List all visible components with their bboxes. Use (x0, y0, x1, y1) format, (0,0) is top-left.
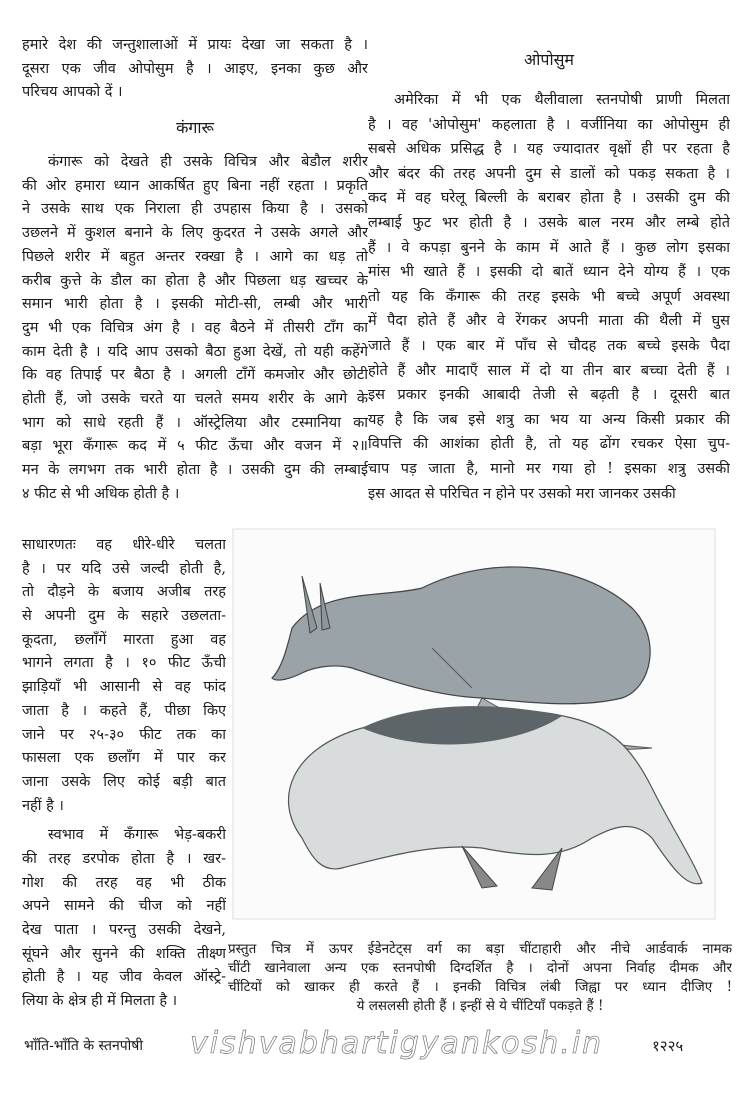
text-line: ४ फीट से भी अधिक होती है । (22, 485, 180, 502)
text-line: लम्बाई फुट भर होती है । उसके बाल नरम और लम्बे होते (368, 214, 730, 231)
text-line: मन के लगभग तक भारी होता है । उसकी दुम की लम्बाई (22, 462, 368, 478)
text-line: और बंदर की तरह अपनी दुम से डालों को पकड़ सकता है । (368, 165, 730, 182)
caption-line: चींटी खानेवाला अन्य एक स्तनपोषी दिग्दर्शित है । दोनों अपना निर्वाह दीमक और (228, 960, 732, 976)
text-line: सूंघने और सुनने की शक्ति तीक्ष्ण (22, 945, 226, 962)
text-line: होते हैं और मादाएँ साल में दो या तीन बार बच्चा देती हैं । (368, 362, 730, 379)
text-line: ने उसके साथ एक निराला ही उपहास किया है । उसको (22, 201, 368, 218)
text-line: पिछले शरीर में बहुत अन्तर रक्खा है । आगे का धड़ तो (22, 248, 368, 265)
text-line: मांस भी खाते हैं । इसकी दो बातें ध्यान देने योग्य हैं । एक (368, 264, 730, 281)
text-line: लिया के क्षेत्र ही में मिलता है । (22, 993, 178, 1010)
running-title: भाँति-भाँति के स्तनपोषी (24, 1038, 144, 1054)
text-line: तो यह कि कँगारू की तरह इसके भी बच्चे अपूर्ण अवस्था (368, 288, 730, 305)
text-line: इस आदत से परिचित न होने पर उसको मरा जानकर उसकी (368, 485, 676, 502)
text-line: की ओर हमारा ध्यान आकर्षित हुए बिना नहीं रहता । प्रकृति (22, 177, 368, 194)
text-line: भागने लगता है । १० फीट ऊँची (22, 655, 226, 672)
text-line: होती है । यह जीव केवल ऑस्ट्रे- (22, 969, 226, 986)
text-line: है । पर यदि उसे जल्दी होती है, (22, 560, 226, 577)
text-line: हैं । वे कपड़ा बुनने के काम में आते हैं । कुछ लोग इसका (368, 239, 730, 256)
text-line: हमारे देश की जन्तुशालाओं में प्रायः देखा जा सकता है । (22, 37, 368, 53)
watermark: vishvabhartigyankosh.in (190, 1026, 604, 1061)
text-line: स्वभाव में कँगारू भेड़-बकरी (48, 827, 226, 844)
text-line: विपत्ति की आशंका होती है, तो यह ढोंग रचकर ऐसा चुप- (368, 436, 730, 453)
left-column-top (22, 34, 368, 506)
text-line: की तरह डरपोक होता है । खर- (22, 850, 226, 867)
text-line: समान भारी होता है । इसकी मोटी-सी, लम्बी और भारी (22, 296, 368, 313)
text-line: देख पाता । परन्तु उसकी देखने, (22, 922, 226, 938)
text-line: कंगारू को देखते ही उसके विचित्र और बेडौल शरीर (48, 154, 368, 171)
left-column-bottom (22, 534, 226, 1014)
text-line: उछलने में कुशल बनाने के लिए कुदरत ने उसके अगले और (22, 225, 368, 242)
text-line: दूसरा एक जीव ओपोसुम है । आइए, इनका कुछ और (22, 60, 368, 77)
text-line: में पैदा होते हैं और वे रेंगकर अपनी माता की थैली में घुस (368, 313, 730, 330)
text-line: तो दौड़ने के बजाय अजीब तरह (22, 584, 226, 601)
text-line: सबसे अधिक प्रसिद्ध है । यह ज्यादातर वृक्षों ही पर रहता है (368, 141, 730, 158)
illustration-anteater-aardvark (232, 528, 716, 920)
text-line: कद में वह घरेलू बिल्ली के बराबर होता है । उसकी दुम की (368, 190, 730, 207)
text-line: अपने सामने की चीज को नहीं (22, 898, 226, 915)
text-line: से अपनी दुम के सहारे उछलता- (22, 608, 226, 625)
text-line: होती हैं, जो उसके चरते या चलते समय शरीर के आगे के (22, 390, 368, 407)
text-line: जाने पर २५-३० फीट तक का (22, 726, 226, 743)
text-line: कूदता, छलाँगें मारता हुआ वह (22, 631, 226, 648)
text-line: साधारणतः वह धीरे-धीरे चलता (22, 537, 226, 553)
right-column (368, 88, 730, 506)
illustration-image (232, 528, 716, 920)
text-line: कि वह तिपाई पर बैठा है । अगली टाँगें कमजोर और छोटी (22, 367, 368, 384)
heading-opossum: ओपोसुम (524, 50, 574, 69)
text-line: चाप पड़ जाता है, मानो मर गया हो ! इसका शत्रु उसकी (368, 460, 730, 477)
text-line: काम देती है । यदि आप उसको बैठा हुआ देखें, तो यही कहेंगे (22, 343, 368, 360)
text-line: यह है कि जब इसे शत्रु का भय या अन्य किसी प्रकार की (368, 411, 730, 428)
text-line: गोश की तरह वह भी ठीक (22, 874, 226, 891)
text-line: इस प्रकार इनकी आबादी तेजी से बढ़ती है । दूसरी बात (368, 387, 730, 404)
text-line: अमेरिका में भी एक थैलीवाला स्तनपोषी प्राणी मिलता (394, 92, 730, 108)
text-line: झाड़ियाँ भी आसानी से वह फांद (22, 679, 226, 696)
text-line: नहीं है । (22, 797, 64, 814)
text-line: फासला एक छलाँग में पार कर (22, 750, 226, 767)
text-line: बड़ा भूरा कँगारू कद में ५ फीट ऊँचा और वजन में २॥ (22, 438, 368, 455)
figure-caption (228, 940, 732, 1016)
caption-line: प्रस्तुत चित्र में ऊपर ईडेनटेट्स वर्ग का बड़ा चींटाहारी और नीचे आर्डवार्क नामक (228, 941, 732, 957)
text-line: दुम भी एक विचित्र अंग है । वह बैठने में तीसरी टाँग का (22, 319, 368, 336)
text-line: जाना उसके लिए कोई बड़ी बात (22, 773, 226, 790)
text-line: परिचय आपको दें । (22, 84, 123, 101)
text-line: है । वह 'ओपोसुम' कहलाता है । वर्जीनिया का ओपोसुम ही (368, 116, 730, 133)
text-line: जाते हैं । एक बार में पाँच से चौदह तक बच्चे इसके पैदा (368, 337, 730, 354)
caption-line: चींटियों को खाकर ही करते हैं । इनकी विचित्र लंबी जिह्वा पर ध्यान दीजिए ! (228, 979, 732, 995)
section-heading: कंगारू (176, 118, 214, 138)
text-line: भाग को साधे रहती हैं । ऑस्ट्रेलिया और टस्मानिया का (22, 414, 368, 431)
text-line: करीब कुत्ते के डौल का होता है और पिछला धड़ खच्चर के (22, 272, 368, 289)
caption-line: ये लसलसी होती हैं । इन्हीं से ये चींटियाँ पकड़ते हैं ! (356, 998, 604, 1014)
text-line: जाता है । कहते हैं, पीछा किए (22, 702, 226, 719)
page-number: १२२५ (652, 1037, 684, 1055)
